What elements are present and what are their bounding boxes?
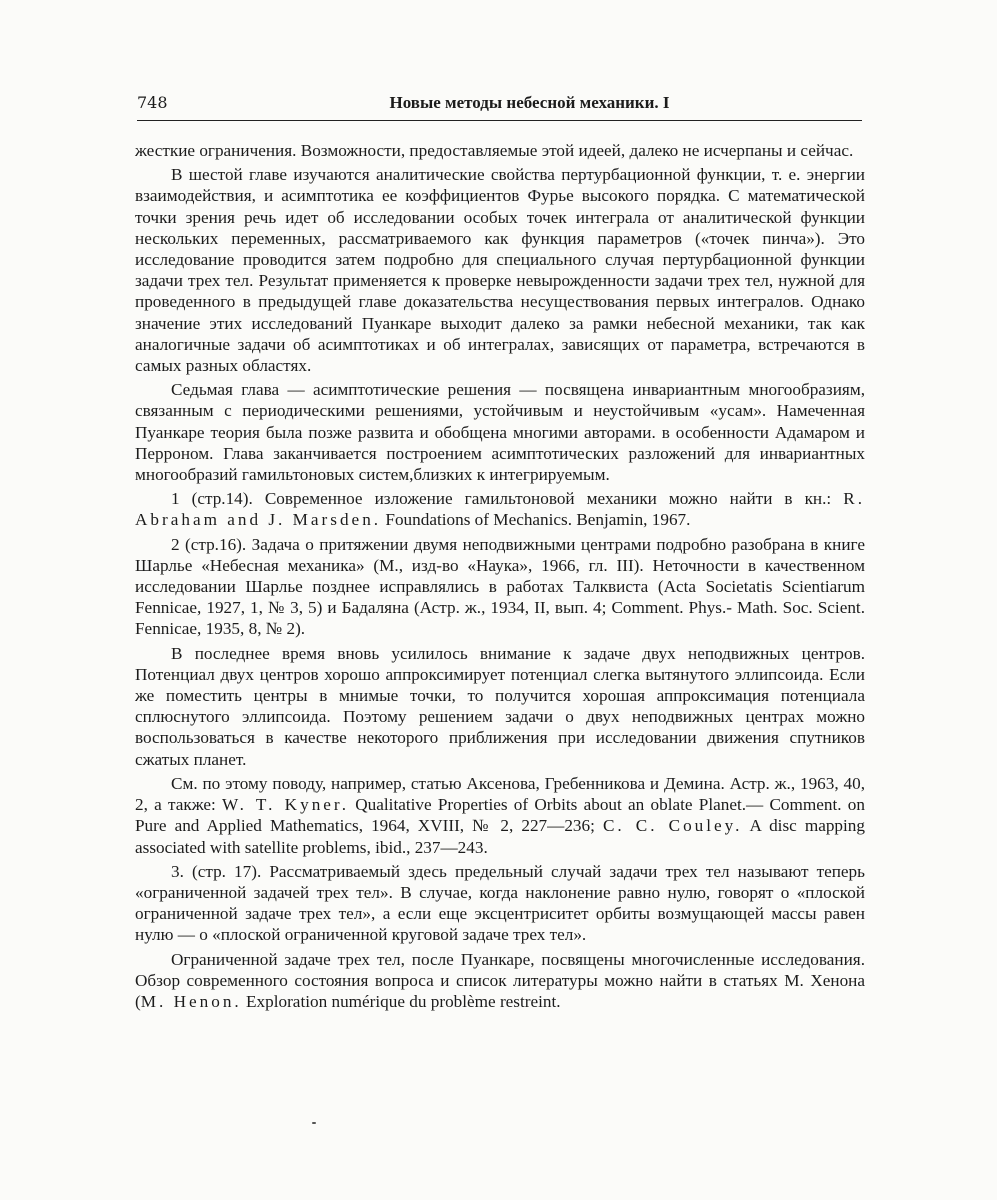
note-2-ref-rest: A disc mapping associated with satellite problems, ibid., 237—243. bbox=[135, 816, 865, 857]
note-2-ref-lead: См. по этому поводу, например, статью Аксенова, Гребенникова и Демина. Астр. ж., 1963, 40, 2, а также: bbox=[135, 773, 865, 815]
print-speck bbox=[312, 1122, 316, 1124]
note-2-references bbox=[135, 773, 865, 858]
note-1-authors: R. Abraham and J. Marsden. bbox=[135, 489, 865, 530]
note-2-ref-author-1: W. T. Kyner. bbox=[222, 795, 349, 815]
paragraph: В шестой главе изучаются аналитические свойства пертурбационной функции, т. е. энергии взаимодействия, и асимптотика ее коэффициентов Фурье высокого порядка. С математической точки зрения речь идет об исследовании особых точек интеграла от аналитической функции нескольких переменных, рассматриваемого как функция параметров («точек пинча»). Это исследование проводится затем подробно для специального случая пертурбационной функции задачи трех тел. Результат применяется к проверке невырожденности задачи трех тел, нужной для проведенного в предыдущей главе доказательства несуществования первых интегралов. Однако значение этих исследований Пуанкаре выходит далеко за рамки небесной механики, так как аналогичные задачи об асимптотиках и об интегралах, зависящих от параметра, встречаются в самых разных областях. bbox=[135, 165, 865, 376]
note-2-ref-mid: Qualitative Properties of Orbits about an oblate Planet.— Comment. on Pure and Applied Mathematics, 1964, XVIII, № 2, 227—236; bbox=[135, 795, 865, 836]
header-rule bbox=[137, 120, 862, 121]
note-3: 3. (стр. 17). Рассматриваемый здесь предельный случай задачи трех тел называют теперь «ограниченной задачей трех тел». В случае, когда наклонение равно нулю, говорят о «плоской ограниченной задаче трех тел», а если еще эксцентриситет орбиты возмущающей массы равен нулю — о «плоской ограниченной круговой задаче трех тел». bbox=[135, 861, 865, 945]
note-2-ref-author-2: C. C. Couley. bbox=[602, 816, 743, 836]
running-title: Новые методы небесной механики. I bbox=[389, 93, 670, 112]
note-2-continued: В последнее время вновь усилилось внимание к задаче двух неподвижных центров. Потенциал двух центров хорошо аппроксимирует потенциал слегка вытянутого эллипсоида. Если же поместить центры в мнимые точки, то получится хорошая аппроксимация потенциала сплюснутого эллипсоида. Поэтому решением задачи о двух неподвижных центрах можно воспользоваться в качестве некоторого приближения при исследовании движения спутников сжатых планет. bbox=[135, 643, 865, 769]
paragraph: жесткие ограничения. Возможности, предоставляемые этой идеей, далеко не исчерпаны и сейчас. bbox=[135, 141, 854, 160]
note-1 bbox=[135, 488, 865, 530]
note-3-lead: Ограниченной задаче трех тел, после Пуанкаре, посвящены многочисленные исследования. Обзор современного состояния вопроса и список литературы можно найти в статьях М. Хенона ( bbox=[135, 949, 865, 1011]
page-number: 748 bbox=[137, 93, 168, 112]
page-header bbox=[137, 93, 862, 117]
paragraph: Седьмая глава — асимптотические решения — посвящена инвариантным многообразиям, связанным с периодическими решениями, устойчивым и неустойчивым «усам». Намеченная Пуанкаре теория была позже развита и обобщена многими авторами. в особенности Адамаром и Перроном. Глава заканчивается построением асимптотических разложений для инвариантных многообразий гамильтоновых систем,близких к интегрируемым. bbox=[135, 380, 865, 485]
note-3-continued bbox=[135, 949, 865, 1013]
note-3-rest: Exploration numérique du problème restreint. bbox=[241, 991, 561, 1011]
note-2: 2 (стр.16). Задача о притяжении двумя неподвижными центрами подробно разобрана в книге Шарлье «Небесная механика» (М., изд-во «Наука», 1966, гл. III). Неточности в качественном исследовании Шарлье позднее исправлялись в работах Талквиста (Acta Societatis Scientiarum Fennicae, 1927, 1, № 3, 5) и Бадаляна (Астр. ж., 1934, II, вып. 4; Comment. Phys.- Math. Soc. Scient. Fennicae, 1935, 8, № 2). bbox=[135, 534, 865, 639]
note-1-lead: 1 (стр.14). Современное изложение гамильтоновой механики можно найти в кн.: bbox=[171, 489, 844, 509]
page-body bbox=[135, 140, 865, 1015]
note-3-author: M. Henon. bbox=[140, 991, 242, 1011]
note-1-rest: Foundations of Mechanics. Benjamin, 1967. bbox=[381, 510, 691, 530]
